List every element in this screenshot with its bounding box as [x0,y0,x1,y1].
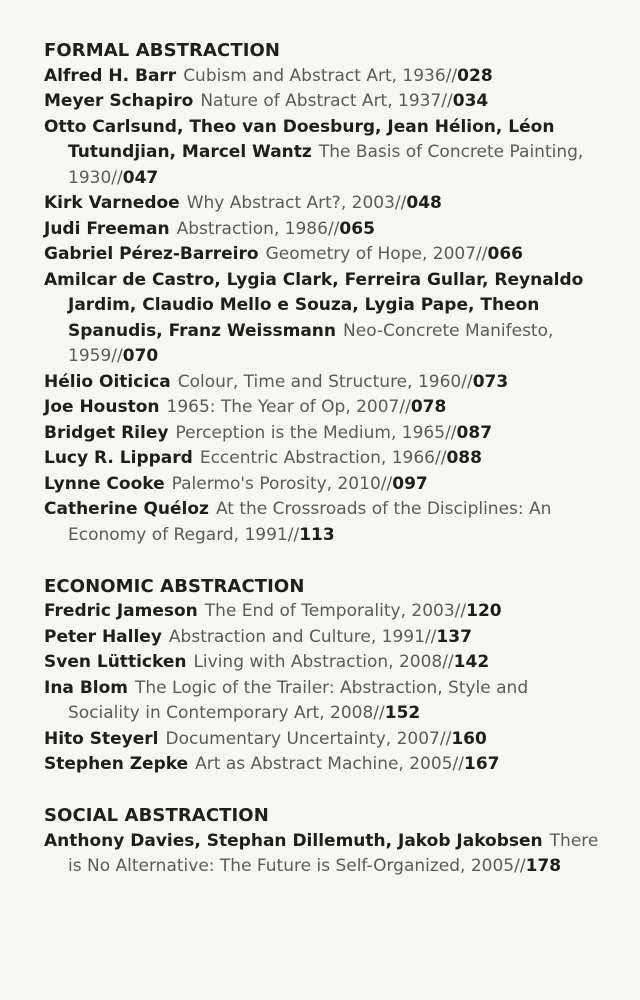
entry-page: 070 [122,346,159,366]
entry-author: Fredric Jameson [44,601,198,621]
list-item [44,752,604,778]
entry-page: 048 [406,193,442,213]
entry-page: 137 [436,626,472,647]
entry-author: Otto Carlsund, Theo van Doesburg, Jean Hélion, Léon Tutundjian, Marcel Wantz [44,116,555,162]
entry-title: Eccentric Abstraction, 1966 [199,448,435,468]
entry-title: Abstraction, 1986 [176,218,328,239]
entry-page: 073 [472,371,509,392]
list-item [44,421,604,447]
entry-author: Hito Steyerl [44,728,159,749]
entry-page: 152 [384,703,421,723]
entry-title: The End of Temporality, 2003 [204,601,455,621]
entry-title: Neo-Concrete Manifesto, 1959 [68,320,554,366]
entry-author: Lynne Cooke [44,473,165,494]
entry-author: Alfred H. Barr [44,65,177,86]
entry-author: Anthony Davies, Stephan Dillemuth, Jakob Jakobsen [44,830,543,851]
entry-separator: // [439,728,452,749]
entry-author: Hélio Oiticica [44,371,171,392]
entry-author: Bridget Riley [44,422,169,443]
entry-title: The Basis of Concrete Painting, 1930 [68,142,584,188]
entry-page: 097 [392,473,428,494]
list-item [44,625,604,651]
list-item [44,217,604,243]
list-item [44,395,604,421]
entry-separator: // [452,754,464,774]
list-item [44,64,604,90]
entry-separator: // [454,601,467,621]
list-item [44,599,604,625]
entry-author: Stephen Zepke [44,754,189,774]
entry-separator: // [476,244,488,264]
entry-title: Nature of Abstract Art, 1937 [200,91,442,111]
entry-title: Palermo's Porosity, 2010 [171,473,381,494]
section-economic-abstraction [44,574,604,778]
entry-author: Catherine Quéloz [44,499,209,519]
entry-page: 078 [410,397,447,417]
list-item [44,727,604,753]
entry-title: Colour, Time and Structure, 1960 [177,371,462,392]
list-item [44,268,604,370]
entry-separator: // [514,856,526,876]
section-social-abstraction [44,803,604,880]
entry-title: Perception is the Medium, 1965 [175,422,446,443]
list-item [44,446,604,472]
list-item [44,472,604,498]
entry-page: 028 [457,65,493,86]
entry-page: 167 [463,754,500,774]
entry-author: Peter Halley [44,626,162,647]
entry-author: Kirk Varnedoe [44,193,180,213]
entry-title: Living with Abstraction, 2008 [193,652,443,672]
entry-author: Amilcar de Castro, Lygia Clark, Ferreira Gullar, Reynaldo Jardim, Claudio Mello e Souza, Lygia Pape, Theon Spanudis, Franz Weissmann [44,269,584,341]
entry-author: Gabriel Pérez-Barreiro [44,244,259,264]
section-heading: FORMAL ABSTRACTION [44,40,281,61]
list-item [44,497,604,548]
entry-author: Sven Lütticken [44,652,187,672]
entry-separator: // [461,371,473,392]
entry-separator: // [373,703,385,723]
entry-separator: // [111,346,123,366]
entry-author: Joe Houston [44,397,160,417]
entry-separator: // [445,422,457,443]
entry-page: 178 [525,856,562,876]
entry-author: Meyer Schapiro [44,91,194,111]
entry-separator: // [399,397,411,417]
entry-page: 088 [446,448,482,468]
entry-title: There is No Alternative: The Future is Self-Organized, 2005 [68,830,599,876]
entry-separator: // [442,652,454,672]
list-item [44,676,604,727]
entry-page: 065 [339,218,375,239]
entry-page: 160 [451,728,487,749]
entry-separator: // [380,473,393,494]
entry-page: 066 [487,244,523,264]
section-formal-abstraction [44,38,604,548]
entry-page: 087 [456,422,493,443]
entry-title: Art as Abstract Machine, 2005 [195,754,453,774]
entry-separator: // [111,167,123,188]
list-item [44,191,604,217]
list-item [44,650,604,676]
entry-separator: // [445,65,458,86]
entry-title: 1965: The Year of Op, 2007 [166,397,400,417]
list-item [44,829,604,880]
entry-title: Abstraction and Culture, 1991 [168,626,425,647]
entry-separator: // [424,626,437,647]
entry-separator: // [434,448,447,468]
entry-title: Documentary Uncertainty, 2007 [165,728,440,749]
entry-separator: // [441,91,453,111]
section-heading: ECONOMIC ABSTRACTION [44,575,305,597]
list-item [44,242,604,268]
entry-title: Cubism and Abstract Art, 1936 [183,65,446,86]
list-item [44,115,604,192]
entry-page: 142 [453,652,490,672]
entry-title: At the Crossroads of the Disciplines: An Economy of Regard, 1991 [68,499,552,545]
entry-title: The Logic of the Trailer: Abstraction, Style and Sociality in Contemporary Art, 2008 [68,677,529,723]
entry-separator: // [287,524,300,545]
contents-page [44,38,604,905]
entry-title: Why Abstract Art?, 2003 [186,193,395,213]
entry-separator: // [394,193,407,213]
section-heading: SOCIAL ABSTRACTION [44,805,269,826]
entry-separator: // [327,218,340,239]
entry-author: Judi Freeman [44,218,170,239]
list-item [44,89,604,115]
list-item [44,370,604,396]
entry-title: Geometry of Hope, 2007 [265,244,477,264]
entry-author: Ina Blom [44,677,128,698]
entry-author: Lucy R. Lippard [44,448,193,468]
entry-page: 034 [452,91,489,111]
entry-page: 047 [122,167,159,188]
entry-page: 113 [299,524,335,545]
entry-page: 120 [466,601,502,621]
